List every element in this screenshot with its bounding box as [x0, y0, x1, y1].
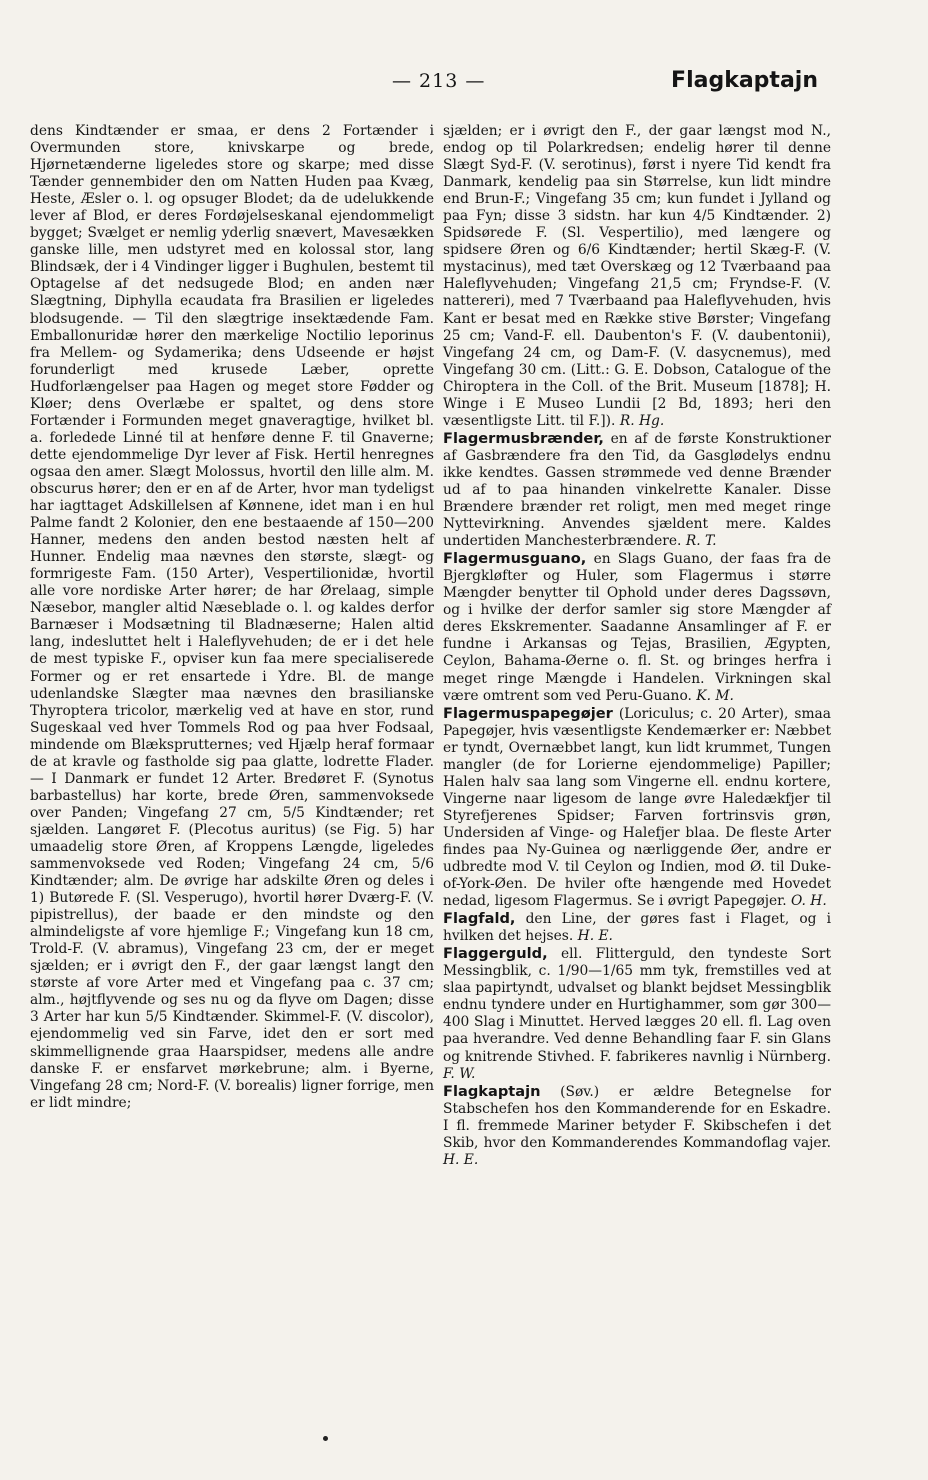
entry-body: den Line, der gøres fast i Flaget, og i hvilken det hejses. [443, 911, 832, 945]
entry-body: (Søv.) er ældre Betegnelse for Stabschefen hos den Kommanderende for en Eskadre. I fl. fremmede Mariner betyder F. Skibschefen i det Skib, hvor den Kommanderendes Kommandoflag vajer. [443, 1083, 832, 1151]
entry-headword: Flagermusbrænder, [443, 429, 604, 447]
entry-body: ell. Flitterguld, den tyndeste Sort Messingblik, c. 1/90—1/65 mm tyk, fremstilles ved at slaa papirtyndt, udvalset og blankt bejdset Messingblik endnu tyndere under en Hurtighammer, som gør 300—400 Slag i Minuttet. Herved lægges 20 ell. fl. Lag oven paa hverandre. Ved denne Behandling faar F. sin Glans og knitrende Stivhed. F. fabrikeres navnlig i Nürnberg. [443, 946, 831, 1065]
entry-signature: H. E. [577, 928, 613, 945]
entry-signature: R. T. [685, 533, 717, 550]
page-header [0, 68, 928, 100]
entry-flagermuspapegojer [443, 705, 831, 911]
entry-flaggerguld [443, 945, 831, 1082]
left-column-text: dens Kindtænder er smaa, er dens 2 Fortænder i Overmunden store, knivskarpe og brede, Hjørnetænderne ligeledes store og skarpe; med disse Tænder gennembider den om Natten Huden paa Kvæg, Heste, Æsler o. l. og opsuger Blodet; da de udelukkende lever af Blod, er deres Fordøjelseskanal ejendommeligt bygget; Svælget er nemlig yderlig snævert, Mavesækken ganske lille, men udstyret med en kolossal stor, lang Blindsæk, der i 4 Vindinger ligger i Bughulen, bestemt til Optagelse af det nedsugede Blod; en anden nær Slægtning, Diphylla ecaudata fra Brasilien er ligeledes blodsugende. — Til den slægtrige insektædende Fam. Emballonuridæ hører den mærkelige Noctilio leporinus fra Mellem- og Sydamerika; dens Udseende er højst forunderligt med krusede Læber, oprette Hudforlængelser paa Hagen og meget store Fødder og Kløer; dens Overlæbe er spaltet, og dens store Fortænder i Formunden meget gnaveragtige, hvilket bl. a. forledede Linné til at henføre denne F. til Gnaverne; dette ejendommelige Dyr lever af Fisk. Hertil henregnes ogsaa den amer. Slægt Molossus, hvortil den lille alm. M. obscurus hører; den er en af de Arter, hvor man tydeligst har iagttaget Adskillelsen af Kønnene, idet man i en hul Palme fandt 2 Kolonier, den ene bestaaende af 150—200 Hanner, medens den anden bestod næsten helt af Hunner. Endelig maa nævnes den største, slægt- og formrigeste Fam. (150 Arter), Vespertilionidæ, hvortil alle vore nordiske Arter hører; de har Ørelaag, simple Næsebor, mangler altid Næseblade o. l. og kaldes derfor Barnæser i Modsætning til Bladnæserne; Halen altid lang, indesluttet helt i Haleflyvehuden; de er i det hele de mest typiske F., opviser kun faa mere specialiserede Former og er ret ensartede i Ydre. Bl. de mange udenlandske Slægter maa nævnes den brasilianske Thyroptera tricolor, mærkelig ved at have en stor, rund Sugeskaal ved hver Tommels Rod og paa hver Fodsaal, mindende om Blæksprutternes; ved Hjælp heraf formaar de at kravle og fastholde sig paa glatte, lodrette Flader. — I Danmark er fundet 12 Arter. Bredøret F. (Synotus barbastellus) har korte, brede Øren, sammenvoksede over Panden; Vingefang 27 cm, 5/5 Kindtænder; ret sjælden. Langøret F. (Plecotus auritus) (se Fig. 5) har umaadelig store Øren, af Kroppens Længde, ligeledes sammenvoksede ved Roden; Vingefang 24 cm, 5/6 Kindtænder; alm. De øvrige har adskilte Øren og deles i 1) Butørede F. (Sl. Vesperugo), hvortil hører Dværg-F. (V. pipistrellus), der baade er den mindste og den almindeligste af vore hjemlige F.; Vingefang kun 18 cm, Trold-F. (V. abramus), Vingefang 23 cm, der er meget sjælden; er i øvrigt den F., der gaar længst langt den største af vore Arter med et Vingefang paa c. 37 cm; alm., højtflyvende og ses nu og da flyve om Dagen; disse 3 Arter har kun 5/5 Kindtænder. Skimmel-F. (V. discolor), ejendommelig ved sin Farve, idet den er sort med skimmellignende graa Haarspidser, medens alle andre danske F. er ensfarvet mørkebrune; alm. i Byerne, Vingefang 28 cm; Nord-F. (V. borealis) ligner forrige, men er lidt mindre; [30, 123, 435, 1111]
entry-signature: K. M. [696, 687, 734, 704]
entry-signature: H. E. [443, 1151, 479, 1168]
page-number: — 213 — [392, 70, 486, 92]
entry-headword: Flaggerguld, [443, 945, 548, 963]
intro-signature: R. Hg. [619, 412, 665, 429]
right-column-intro [443, 123, 831, 430]
entry-flagkaptajn [443, 1083, 831, 1169]
right-column [443, 123, 831, 1169]
entry-body: en af de første Konstruktioner af Gasbrændere fra den Tid, da Gasglødelys endnu ikke kendtes. Gassen strømmede ved denne Brænder ud af to paa hinanden vinkelrette Kanaler. Disse Brændere brænder ret roligt, men med meget ringe Nyttevirkning. Anvendes sjældent mere. Kaldes undertiden Manchesterbrændere. [443, 430, 831, 550]
entry-headword: Flagkaptajn [443, 1082, 541, 1100]
entry-signature: O. H. [791, 893, 827, 910]
entry-flagermusguano [443, 550, 831, 704]
running-head: Flagkaptajn [671, 68, 818, 93]
entry-headword: Flagermusguano, [443, 550, 587, 568]
entry-headword: Flagfald, [443, 910, 516, 928]
entry-flagfald [443, 910, 831, 945]
entry-body: (Loriculus; c. 20 Arter), smaa Papegøjer, hvis væsentligste Kendemærker er: Næbbet er tyndt, Overnæbbet langt, kun lidt krummet, Tungen mangler (de for Lorierne ejendommelige) Papiller; Halen halv saa lang som Vingerne ell. endnu kortere, Vingerne naar ligesom de lange øvre Haledækfjer til Styrefjerenes Spidser; Farven fortrinsvis grøn, Undersiden af Vinge- og Halefjer blaa. De fleste Arter findes paa Ny-Guinea og nærliggende Øer, andre er udbredte mod V. til Ceylon og Indien, mod Ø. til Duke-of-York-Øen. De hviler ofte hængende med Hovedet nedad, ligesom Flagermus. Se i øvrigt Papegøjer. [443, 705, 831, 910]
intro-text: sjælden; er i øvrigt den F., der gaar længst mod N., endog op til Polarkredsen; endelig hører til denne Slægt Syd-F. (V. serotinus), først i nyere Tid kendt fra Danmark, kendelig paa sin Størrelse, kun lidt mindre end Brun-F.; Vingefang 35 cm; kun fundet i Jylland og paa Fyn; disse 3 sidstn. har kun 4/5 Kindtænder. 2) Spidsørede F. (Sl. Vespertilio), med længere og spidsere Øren og 6/6 Kindtænder; hertil Skæg-F. (V. mystacinus), med tæt Overskæg og 12 Tværbaand paa Haleflyvehuden; Vingefang 21,5 cm; Fryndse-F. (V. nattereri), med 7 Tværbaand paa Haleflyvehuden, hvis Kant er besat med en Række stive Børster; Vingefang 25 cm; Vand-F. ell. Daubenton's F. (V. daubentonii), Vingefang 24 cm, og Dam-F. (V. dasycnemus), med Vingefang 30 cm. (Litt.: G. E. Dobson, Catalogue of the Chiroptera in the Coll. of the Brit. Museum [1878]; H. Winge i E Museo Lundii [2 Bd, 1893; heri den væsentligste Litt. til F.]). [443, 123, 831, 429]
entry-body: en Slags Guano, der faas fra de Bjergkløfter og Huler, som Flagermus i større Mængder benytter til Ophold under deres Dagssøvn, og i hvilke der derfor samler sig store Mængder af deres Ekskrementer. Saadanne Ansamlinger af F. er fundne i Arkansas og Tejas, Brasilien, Ægypten, Ceylon, Bahama-Øerne o. fl. St. og bringes herfra i meget ringe Mængde i Handelen. Virkningen skal være omtrent som ved Peru-Guano. [443, 551, 832, 704]
left-column [30, 123, 434, 1112]
footer-dot [323, 1436, 328, 1441]
entry-flagermusbraender [443, 430, 831, 550]
entry-headword: Flagermuspapegøjer [443, 704, 613, 722]
entry-signature: F. W. [443, 1065, 476, 1082]
